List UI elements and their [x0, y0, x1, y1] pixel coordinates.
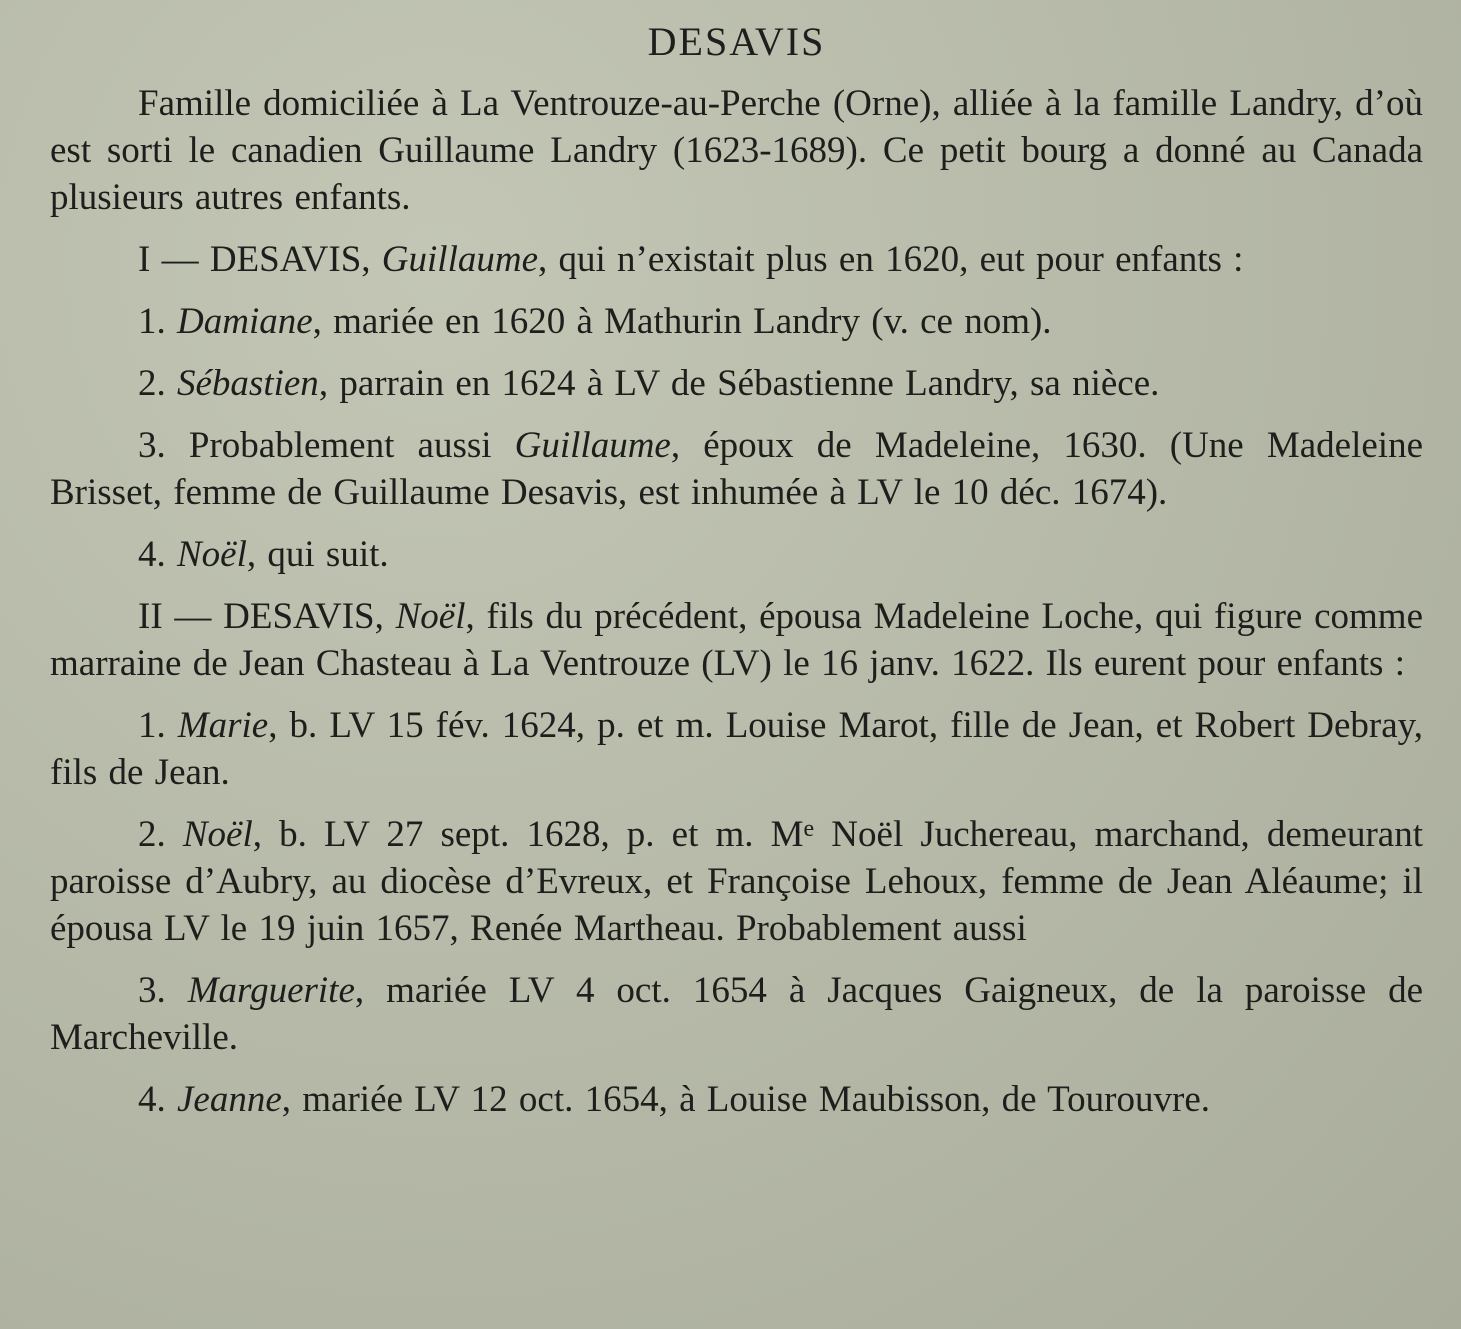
gen2-child-4 — [50, 1076, 1423, 1123]
generation-text: , qui n’existait plus en 1620, eut pour enfants : — [538, 239, 1244, 280]
child-number: 4. — [138, 534, 177, 575]
child-name: Damiane — [177, 301, 313, 342]
gen2-child-2 — [50, 811, 1423, 952]
child-number: 1. — [138, 301, 177, 342]
child-number: 3. Probablement aussi — [138, 425, 515, 466]
generation-prefix: I — DESAVIS, — [138, 239, 382, 280]
child-name: Noël — [177, 534, 247, 575]
child-number: 1. — [138, 705, 178, 746]
child-name: Noël — [182, 814, 253, 855]
child-text: , qui suit. — [246, 534, 389, 575]
person-name: Guillaume — [381, 239, 538, 280]
child-text: , mariée LV 4 oct. 1654 à Jacques Gaigneux, de la paroisse de Marcheville. — [50, 970, 1424, 1058]
child-text: , b. LV 15 fév. 1624, p. et m. Louise Marot, fille de Jean, et Robert Debray, fils de Jean. — [50, 705, 1424, 793]
child-text: , parrain en 1624 à LV de Sébastienne Landry, sa nièce. — [318, 363, 1160, 404]
page-title: DESAVIS — [647, 19, 826, 64]
child-number: 4. — [138, 1079, 177, 1120]
child-name: Marguerite — [187, 970, 355, 1011]
superscript: e — [803, 816, 815, 842]
gen1-child-1 — [50, 298, 1423, 345]
child-text: , mariée en 1620 à Mathurin Landry (v. ce nom). — [312, 301, 1052, 342]
child-text: , b. LV 27 sept. 1628, p. et m. M — [252, 814, 804, 855]
generation-2-heading — [50, 593, 1423, 687]
gen2-child-1 — [50, 702, 1423, 796]
gen1-child-2 — [50, 360, 1423, 407]
child-text: , mariée LV 12 oct. 1654, à Louise Maubisson, de Tourouvre. — [281, 1079, 1210, 1120]
child-number: 2. — [138, 814, 183, 855]
child-number: 3. — [138, 970, 188, 1011]
intro-paragraph: Famille domiciliée à La Ventrouze-au-Perche (Orne), alliée à la famille Landry, d’où est sorti le canadien Guillaume Landry (1623-1689). Ce petit bourg a donné au Canada plusieurs autres enfants. — [50, 83, 1423, 218]
child-name: Sébastien — [177, 363, 319, 404]
generation-1-heading — [50, 236, 1423, 283]
child-text-continued: Noël Juchereau, marchand, demeurant paroisse d’Aubry, au diocèse d’Evreux, et Françoise Lehoux, femme de Jean Aléaume; il épousa LV le 19 juin 1657, Renée Martheau. Probablement aussi — [50, 814, 1423, 949]
child-name: Guillaume — [514, 425, 671, 466]
child-text: , époux de Madeleine, 1630. (Une Madeleine Brisset, femme de Guillaume Desavis, est inhumée à LV le 10 déc. 1674). — [50, 425, 1423, 513]
gen1-child-4 — [50, 531, 1423, 578]
gen2-child-3 — [50, 967, 1423, 1061]
child-number: 2. — [138, 363, 177, 404]
generation-text: , fils du précédent, épousa Madeleine Loche, qui figure comme marraine de Jean Chasteau à La Ventrouze (LV) le 16 janv. 1622. Ils eurent pour enfants : — [50, 596, 1423, 684]
generation-prefix: II — DESAVIS, — [138, 596, 396, 637]
child-name: Marie — [177, 705, 269, 746]
person-name: Noël — [395, 596, 466, 637]
gen1-child-3 — [50, 422, 1423, 516]
child-name: Jeanne — [177, 1079, 282, 1120]
